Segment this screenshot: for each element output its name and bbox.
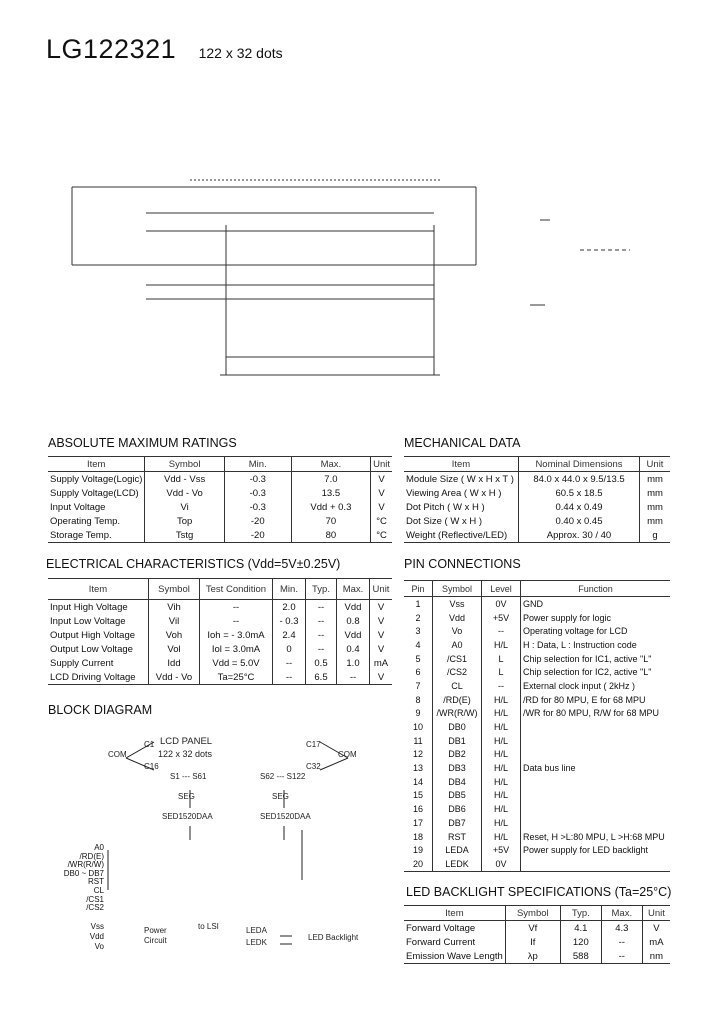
table-row: [48, 486, 392, 500]
led-header: Max.: [601, 906, 642, 921]
cell: 1: [415, 598, 421, 609]
cell: -20: [224, 514, 291, 528]
cell: --: [273, 670, 306, 685]
cell: Vol: [149, 642, 200, 656]
table-row: [404, 693, 670, 707]
elec-header: Symbol: [149, 579, 200, 600]
cell: LCD Driving Voltage: [48, 670, 149, 685]
input-label: RST: [88, 877, 104, 887]
cell: 9: [415, 708, 421, 719]
cell: 20: [404, 857, 433, 871]
cell: H/L: [482, 720, 521, 734]
cell: - 0.3: [273, 614, 306, 628]
table-row: [48, 642, 392, 656]
table-row: [404, 935, 670, 949]
power-pin: Vo: [94, 942, 104, 951]
cell: H/L: [482, 693, 521, 707]
elec-header: Test Condition: [200, 579, 273, 600]
mech-table: [404, 456, 670, 543]
cell: 588: [560, 949, 601, 964]
cell: °C: [371, 514, 392, 528]
cell: H/L: [482, 830, 521, 844]
cell: Operating Temp.: [50, 515, 121, 527]
cell: H/L: [482, 734, 521, 748]
cell: Vi: [145, 500, 224, 514]
cell: Output High Voltage: [50, 629, 136, 641]
ledk-label: LEDK: [246, 938, 267, 947]
com-left: COM: [108, 750, 127, 759]
cell: V: [642, 921, 670, 936]
cell: 70: [291, 514, 370, 528]
cell: Output Low Voltage: [50, 643, 133, 655]
table-row: [48, 656, 392, 670]
cell: L: [482, 652, 521, 666]
cell: -0.3: [224, 472, 291, 487]
cell: 6.5: [306, 670, 337, 685]
mech-header: Item: [404, 457, 519, 472]
cell: Vdd + 0.3: [291, 500, 370, 514]
cell: 10: [412, 722, 423, 733]
c17-label: C17: [306, 740, 321, 749]
cell: g: [640, 528, 671, 543]
panel-subtitle: 122 x 32 dots: [158, 749, 213, 759]
cell: 13: [412, 763, 423, 774]
cell: °C: [371, 528, 392, 543]
cell: /CS1: [433, 652, 482, 666]
cell: Tstg: [145, 528, 224, 543]
pins-table: [404, 580, 670, 872]
cell: V: [370, 642, 393, 656]
cell: DB3: [433, 761, 482, 775]
cell: H/L: [482, 761, 521, 775]
cell: H/L: [482, 775, 521, 789]
c16-label: C16: [144, 762, 159, 771]
table-row: [404, 665, 670, 679]
cell: 60.5 x 18.5: [519, 486, 640, 500]
abs-max-header: Symbol: [145, 457, 224, 472]
cell: A0: [433, 638, 482, 652]
pins-header: Pin: [404, 581, 433, 597]
cell: 14: [412, 776, 423, 787]
cell: [521, 816, 671, 830]
cell: Vdd: [337, 600, 370, 615]
cell: [521, 734, 671, 748]
cell: Vdd - Vo: [145, 486, 224, 500]
cell: mm: [640, 500, 671, 514]
cell: [521, 789, 671, 803]
cell: --: [306, 614, 337, 628]
table-row: [404, 652, 670, 666]
table-row: [404, 514, 670, 528]
cell: Vdd: [433, 611, 482, 625]
table-row: [404, 775, 670, 789]
cell: Supply Voltage(LCD): [50, 487, 139, 499]
input-label: /CS2: [86, 903, 104, 913]
seg-label-right: SEG: [272, 792, 289, 801]
table-row: [48, 500, 392, 514]
com-right: COM: [338, 750, 357, 759]
cell: 0: [273, 642, 306, 656]
table-row: [404, 528, 670, 543]
cell: 5: [415, 653, 421, 664]
cell: Chip selection for IC2, active "L": [521, 665, 671, 679]
table-row: [48, 472, 392, 487]
table-row: [404, 500, 670, 514]
cell: Vo: [433, 624, 482, 638]
led-header: Item: [404, 906, 505, 921]
table-row: [404, 830, 670, 844]
cell: Supply Current: [50, 657, 114, 669]
table-row: [48, 614, 392, 628]
cell: 1.0: [337, 656, 370, 670]
cell: Vih: [149, 600, 200, 615]
c1-label: C1: [144, 740, 155, 749]
cell: Vdd - Vo: [149, 670, 200, 685]
abs-max-title: ABSOLUTE MAXIMUM RATINGS: [48, 436, 237, 450]
cell: Vdd: [337, 628, 370, 642]
table-row: [48, 514, 392, 528]
leda-label: LEDA: [246, 926, 267, 935]
circuit-label: Circuit: [144, 936, 167, 945]
cell: Viewing Area ( W x H ): [406, 487, 502, 499]
pins-title: PIN CONNECTIONS: [404, 557, 521, 571]
model-title: LG122321: [46, 34, 177, 64]
cell: 8: [415, 694, 421, 705]
cell: Emission Wave Length: [404, 949, 505, 964]
cell: +5V: [482, 843, 521, 857]
cell: /RD(E): [433, 693, 482, 707]
cell: DB6: [433, 802, 482, 816]
cell: 7.0: [291, 472, 370, 487]
cell: V: [370, 628, 393, 642]
cell: [521, 802, 671, 816]
table-row: [404, 789, 670, 803]
cell: 0V: [482, 857, 521, 871]
cell: --: [200, 600, 273, 615]
led-table: [404, 905, 670, 964]
cell: Input Low Voltage: [50, 615, 126, 627]
led-header: Symbol: [505, 906, 560, 921]
table-row: [48, 528, 392, 543]
cell: Power supply for LED backlight: [521, 843, 671, 857]
table-row: [404, 843, 670, 857]
table-row: [404, 734, 670, 748]
cell: 2: [415, 612, 421, 623]
cell: Dot Size ( W x H ): [406, 515, 483, 527]
cell: --: [200, 614, 273, 628]
elec-header: Item: [48, 579, 149, 600]
table-row: [404, 679, 670, 693]
cell: Vss: [433, 597, 482, 611]
cell: 19: [412, 845, 423, 856]
pins-header: Level: [482, 581, 521, 597]
cell: RST: [433, 830, 482, 844]
cell: 84.0 x 44.0 x 9.5/13.5: [519, 472, 640, 487]
elec-header: Typ.: [306, 579, 337, 600]
cell: H/L: [482, 707, 521, 721]
cell: External clock input ( 2kHz ): [521, 679, 671, 693]
cell: Input Voltage: [50, 501, 106, 513]
cell: 4.3: [601, 921, 642, 936]
cell: H/L: [482, 802, 521, 816]
cell: Ioh = - 3.0mA: [200, 628, 273, 642]
table-row: [404, 624, 670, 638]
seg-right: S62 --- S122: [260, 772, 306, 781]
abs-max-header: Min.: [224, 457, 291, 472]
cell: Chip selection for IC1, active "L": [521, 652, 671, 666]
cell: Dot Pitch ( W x H ): [406, 501, 485, 513]
input-label: DB0 ~ DB7: [63, 868, 104, 878]
cell: Input High Voltage: [50, 601, 128, 613]
cell: Power supply for logic: [521, 611, 671, 625]
cell: 11: [413, 735, 423, 746]
cell: mA: [370, 656, 393, 670]
table-row: [404, 486, 670, 500]
mech-title: MECHANICAL DATA: [404, 436, 521, 450]
cell: H/L: [482, 789, 521, 803]
cell: 7: [415, 680, 421, 691]
cell: 18: [412, 831, 423, 842]
table-row: [404, 857, 670, 871]
cell: +5V: [482, 611, 521, 625]
cell: DB7: [433, 816, 482, 830]
cell: [521, 775, 671, 789]
cell: Vf: [505, 921, 560, 936]
cell: DB1: [433, 734, 482, 748]
cell: Iol = 3.0mA: [200, 642, 273, 656]
table-row: [404, 597, 670, 611]
cell: --: [306, 642, 337, 656]
cell: Storage Temp.: [48, 528, 145, 543]
cell: V: [370, 600, 393, 615]
cell: /WR for 80 MPU, R/W for 68 MPU: [521, 707, 671, 721]
cell: GND: [521, 597, 671, 611]
cell: Idd: [149, 656, 200, 670]
cell: --: [306, 600, 337, 615]
cell: Vil: [149, 614, 200, 628]
cell: 0.40 x 0.45: [519, 514, 640, 528]
input-label: CL: [93, 885, 104, 895]
table-row: [404, 638, 670, 652]
abs-max-header: Item: [48, 457, 145, 472]
power-label: Power: [144, 926, 167, 935]
cell: H : Data, L : Instruction code: [521, 638, 671, 652]
input-label: /RD(E): [79, 851, 104, 861]
abs-max-header: Unit: [371, 457, 392, 472]
to-lsi-label: to LSI: [198, 922, 219, 931]
cell: 17: [412, 817, 423, 828]
panel-title: LCD PANEL: [160, 736, 213, 747]
cell: V: [370, 670, 393, 685]
block-title: BLOCK DIAGRAM: [48, 703, 153, 717]
abs-max-table: [48, 456, 392, 543]
cell: DB0: [433, 720, 482, 734]
cell: Reset, H >L:80 MPU, L >H:68 MPU: [521, 830, 671, 844]
table-row: [48, 628, 392, 642]
elec-title: ELECTRICAL CHARACTERISTICS (Vdd=5V±0.25V): [46, 557, 341, 571]
cell: /WR(R/W): [433, 707, 482, 721]
table-row: [48, 670, 392, 685]
cell: 0.44 x 0.49: [519, 500, 640, 514]
cell: DB4: [433, 775, 482, 789]
cell: mm: [640, 486, 671, 500]
cell: 0.4: [337, 642, 370, 656]
cell: CL: [433, 679, 482, 693]
led-title: LED BACKLIGHT SPECIFICATIONS (Ta=25°C): [406, 885, 672, 899]
elec-header: Unit: [370, 579, 393, 600]
input-list: [48, 844, 104, 913]
cell: 0V: [482, 597, 521, 611]
table-row: [404, 816, 670, 830]
cell: 2.0: [273, 600, 306, 615]
cell: mA: [642, 935, 670, 949]
page-header: [46, 34, 283, 65]
cell: 13.5: [291, 486, 370, 500]
cell: Voh: [149, 628, 200, 642]
cell: V: [371, 500, 392, 514]
cell: 15: [412, 790, 423, 801]
ic-right: SED1520DAA: [260, 812, 311, 821]
cell: DB5: [433, 789, 482, 803]
cell: [521, 857, 671, 871]
cell: Weight (Reflective/LED): [404, 528, 519, 543]
elec-header: Max.: [337, 579, 370, 600]
cell: --: [601, 935, 642, 949]
block-diagram: [48, 730, 388, 970]
power-pin: Vss: [90, 922, 104, 931]
cell: V: [371, 472, 392, 487]
cell: H/L: [482, 638, 521, 652]
backlight-label: LED Backlight: [308, 933, 359, 942]
cell: 4: [415, 639, 421, 650]
cell: V: [371, 486, 392, 500]
cell: --: [482, 679, 521, 693]
cell: LEDA: [433, 843, 482, 857]
input-label: /WR(R/W): [67, 860, 104, 870]
seg-label-left: SEG: [178, 792, 195, 801]
mechanical-drawing: [60, 95, 660, 415]
table-row: [48, 600, 392, 615]
cell: mm: [640, 472, 671, 487]
cell: 120: [560, 935, 601, 949]
cell: --: [306, 628, 337, 642]
cell: DB2: [433, 748, 482, 762]
pins-header: Symbol: [433, 581, 482, 597]
cell: Module Size ( W x H x T ): [406, 473, 514, 485]
cell: [521, 748, 671, 762]
ic-left: SED1520DAA: [162, 812, 213, 821]
cell: Forward Current: [406, 936, 476, 948]
cell: If: [505, 935, 560, 949]
cell: -20: [224, 528, 291, 543]
input-label: /CS1: [86, 894, 104, 904]
cell: Vdd - Vss: [145, 472, 224, 487]
cell: --: [482, 624, 521, 638]
cell: H/L: [482, 748, 521, 762]
cell: 80: [291, 528, 370, 543]
table-row: [404, 949, 670, 964]
cell: mm: [640, 514, 671, 528]
cell: Top: [145, 514, 224, 528]
cell: -0.3: [224, 500, 291, 514]
cell: 12: [412, 749, 423, 760]
led-header: Typ.: [560, 906, 601, 921]
cell: nm: [642, 949, 670, 964]
table-row: [404, 472, 670, 487]
mech-header: Unit: [640, 457, 671, 472]
elec-header: Min.: [273, 579, 306, 600]
cell: 4.1: [560, 921, 601, 936]
cell: --: [337, 670, 370, 685]
cell: --: [601, 949, 642, 964]
seg-left: S1 --- S61: [170, 772, 207, 781]
cell: 0.8: [337, 614, 370, 628]
table-row: [404, 748, 670, 762]
cell: Operating voltage for LCD: [521, 624, 671, 638]
cell: /CS2: [433, 665, 482, 679]
table-row: [404, 761, 670, 775]
cell: H/L: [482, 816, 521, 830]
power-pin: Vdd: [89, 932, 104, 941]
pins-header: Function: [521, 581, 671, 597]
cell: /RD for 80 MPU, E for 68 MPU: [521, 693, 671, 707]
cell: LEDK: [433, 857, 482, 871]
table-row: [404, 707, 670, 721]
cell: [521, 720, 671, 734]
table-row: [404, 802, 670, 816]
cell: Forward Voltage: [406, 922, 476, 934]
cell: 16: [412, 804, 423, 815]
cell: Ta=25°C: [200, 670, 273, 685]
cell: 3: [415, 626, 421, 637]
cell: Data bus line: [521, 761, 671, 775]
cell: Vdd = 5.0V: [200, 656, 273, 670]
c32-label: C32: [306, 762, 321, 771]
cell: 0.5: [306, 656, 337, 670]
cell: V: [370, 614, 393, 628]
table-row: [404, 921, 670, 936]
mech-header: Nominal Dimensions: [519, 457, 640, 472]
input-label: A0: [94, 843, 104, 852]
led-header: Unit: [642, 906, 670, 921]
table-row: [404, 611, 670, 625]
elec-table: [48, 578, 392, 685]
cell: 2.4: [273, 628, 306, 642]
model-subtitle: 122 x 32 dots: [198, 45, 283, 61]
cell: 6: [415, 667, 421, 678]
power-pin-list: [86, 922, 104, 952]
cell: -0.3: [224, 486, 291, 500]
cell: --: [273, 656, 306, 670]
cell: L: [482, 665, 521, 679]
abs-max-header: Max.: [291, 457, 370, 472]
cell: Approx. 30 / 40: [519, 528, 640, 543]
table-row: [404, 720, 670, 734]
cell: Supply Voltage(Logic): [50, 473, 143, 485]
cell: λp: [505, 949, 560, 964]
